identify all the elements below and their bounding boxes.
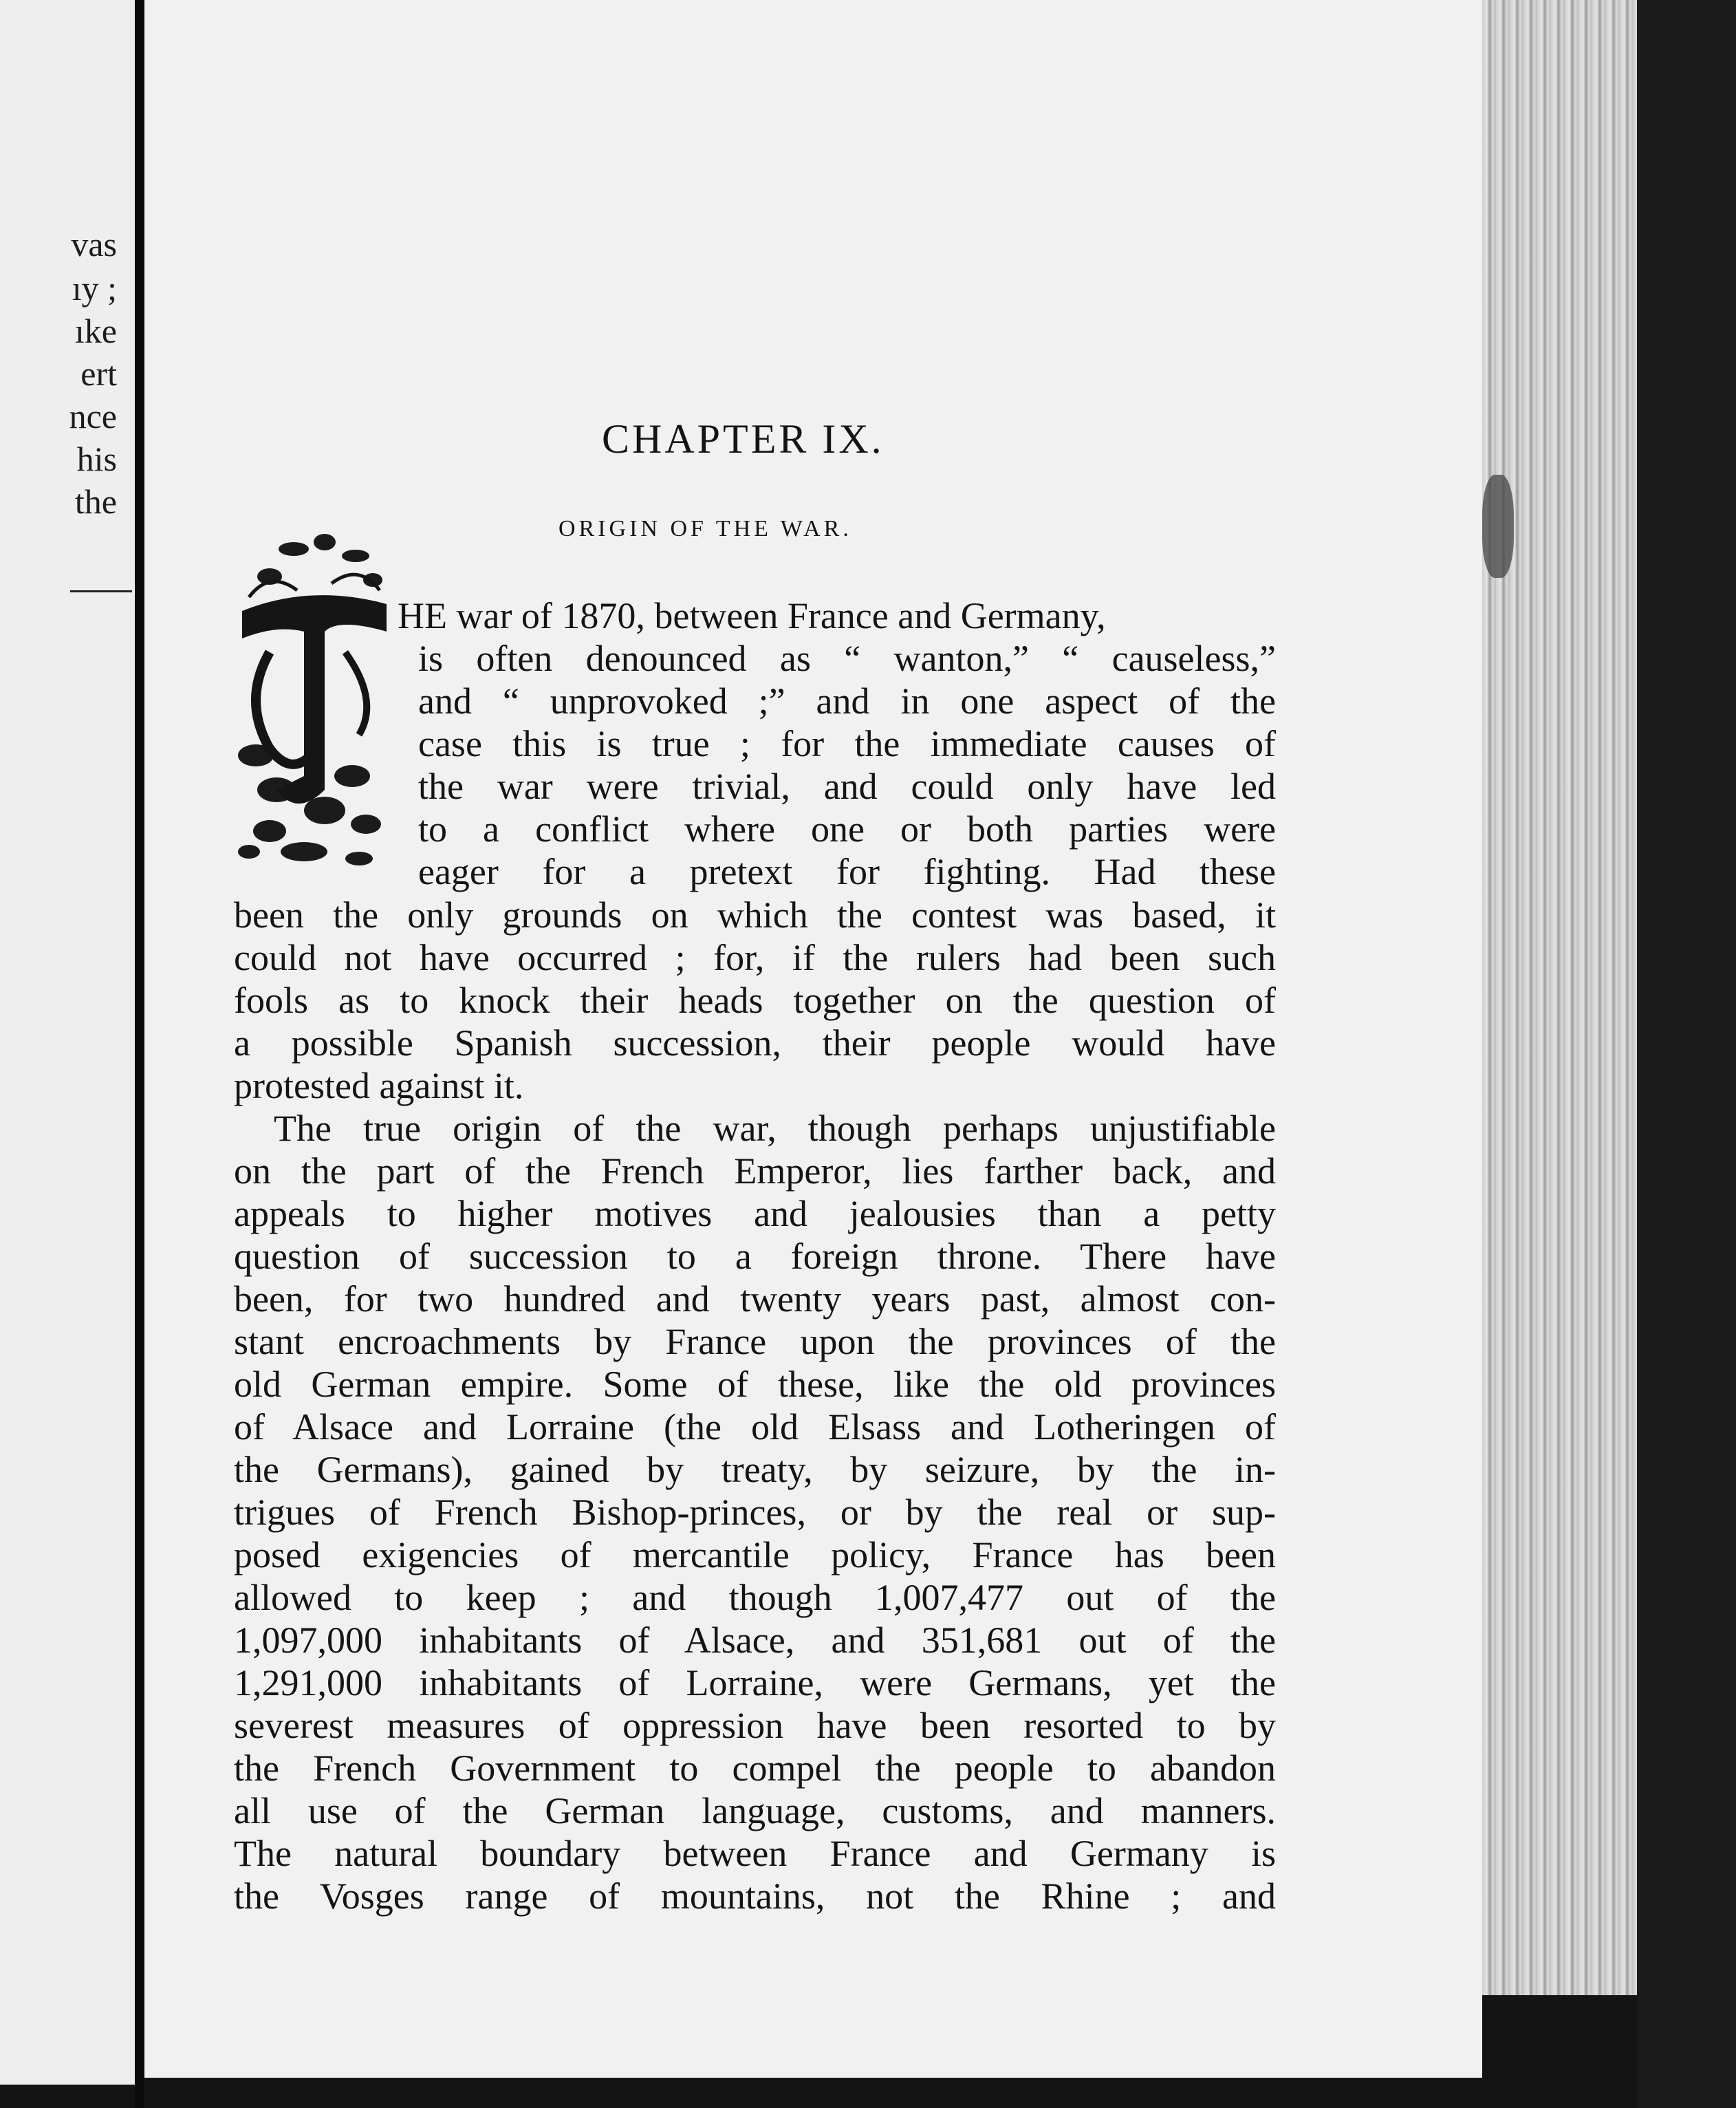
ornamental-drop-cap — [228, 528, 393, 879]
text-line: trigues of French Bishop-princes, or by the real or sup- — [234, 1492, 1276, 1533]
text-line: been, for two hundred and twenty years past, almost con- — [234, 1278, 1276, 1320]
text-line: and “ unprovoked ;” and in one aspect of the — [418, 680, 1276, 722]
page-edges — [1482, 0, 1637, 1995]
text-line: HE war of 1870, between France and Germany, — [398, 595, 1106, 636]
text-line: could not have occurred ; for, if the rulers had been such — [234, 937, 1276, 978]
text-line: to a conflict where one or both parties were — [418, 808, 1276, 850]
text-line: posed exigencies of mercantile policy, France has been — [234, 1534, 1276, 1575]
text-line: the French Government to compel the people to abandon — [234, 1747, 1276, 1789]
facing-page-fragment: his — [76, 440, 117, 478]
text-line: fools as to knock their heads together on the question of — [234, 980, 1276, 1021]
chapter-title: CHAPTER IX. — [602, 416, 885, 462]
text-line: old German empire. Some of these, like the old provinces — [234, 1364, 1276, 1405]
facing-page-fragment: the — [74, 482, 117, 521]
text-line: of Alsace and Lorraine (the old Elsass and Lotheringen of — [234, 1406, 1276, 1448]
facing-page-fragment: ert — [80, 354, 117, 393]
text-line: allowed to keep ; and though 1,007,477 out of the — [234, 1577, 1276, 1618]
facing-page-rule — [70, 590, 132, 592]
text-line: case this is true ; for the immediate causes of — [418, 723, 1276, 764]
text-line: a possible Spanish succession, their people would have — [234, 1022, 1276, 1064]
text-line: protested against it. — [234, 1065, 524, 1106]
text-line: 1,097,000 inhabitants of Alsace, and 351,681 out of the — [234, 1620, 1276, 1661]
ink-blot — [1482, 475, 1514, 578]
facing-page-fragment: vas — [71, 225, 117, 264]
text-line: The true origin of the war, though perhaps unjustifiable — [274, 1108, 1276, 1149]
facing-page-fragment: ıke — [74, 312, 117, 350]
text-line: appeals to higher motives and jealousies than a petty — [234, 1193, 1276, 1234]
section-title: ORIGIN OF THE WAR. — [558, 516, 852, 541]
text-line: been the only grounds on which the contest was based, it — [234, 894, 1276, 936]
facing-page-edge — [0, 0, 135, 2085]
text-line: on the part of the French Emperor, lies farther back, and — [234, 1150, 1276, 1192]
text-line: is often denounced as “ wanton,” “ causeless,” — [418, 638, 1276, 679]
book-gutter — [135, 0, 144, 2108]
text-line: the war were trivial, and could only have led — [418, 766, 1276, 807]
text-line: stant encroachments by France upon the provinces of the — [234, 1321, 1276, 1362]
book-cover — [1637, 0, 1736, 2108]
text-line: The natural boundary between France and Germany is — [234, 1833, 1276, 1874]
text-line: severest measures of oppression have been resorted to by — [234, 1705, 1276, 1746]
text-line: eager for a pretext for fighting. Had these — [418, 851, 1276, 892]
text-line: 1,291,000 inhabitants of Lorraine, were Germans, yet the — [234, 1662, 1276, 1703]
text-line: all use of the German language, customs, and manners. — [234, 1790, 1276, 1831]
facing-page-fragment: nce — [69, 397, 117, 435]
text-line: question of succession to a foreign throne. There have — [234, 1236, 1276, 1277]
text-line: the Vosges range of mountains, not the Rhine ; and — [234, 1875, 1276, 1917]
text-line: the Germans), gained by treaty, by seizure, by the in- — [234, 1449, 1276, 1490]
facing-page-fragment: ıy ; — [72, 269, 117, 308]
